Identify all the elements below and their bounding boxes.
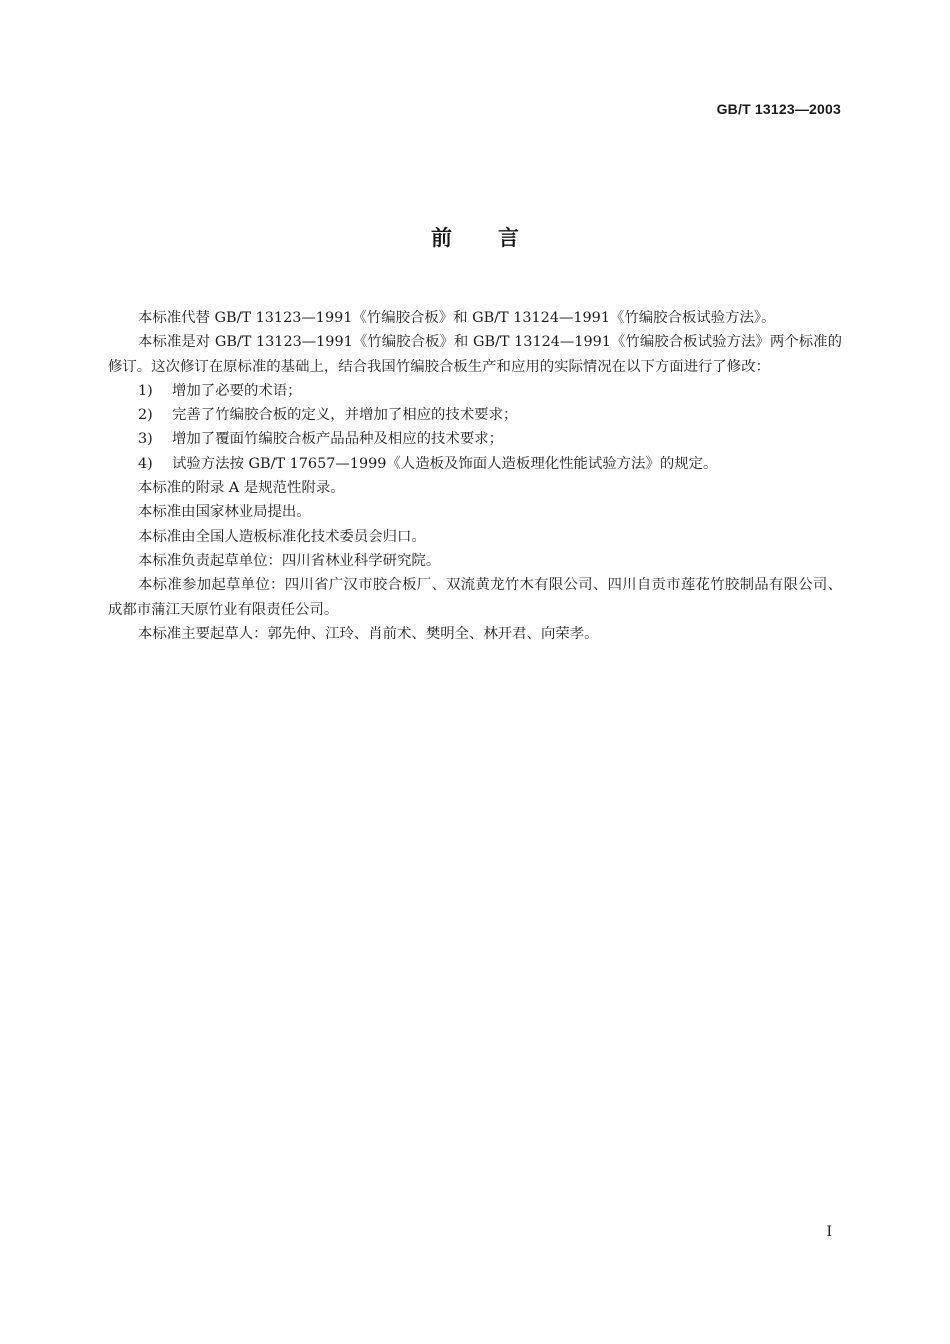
list-item-number: 3) xyxy=(138,431,153,448)
paragraph-proposer: 本标准由国家林业局提出。 xyxy=(138,504,311,521)
paragraph-participating-drafters: 本标准参加起草单位：四川省广汉市胶合板厂、双流黄龙竹木有限公司、四川自贡市莲花竹胶制品有限公司、成都市蒲江天原竹业有限责任公司。 xyxy=(108,577,842,618)
page-title: 前言 xyxy=(431,226,565,250)
list-item-number: 4) xyxy=(138,455,153,472)
list-item-text: 增加了必要的术语； xyxy=(172,382,302,399)
paragraph-revision: 本标准是对 GB/T 13123—1991《竹编胶合板》和 GB/T 13124—1991《竹编胶合板试验方法》两个标准的修订。这次修订在原标准的基础上，结合我国竹编胶合板生产和应用的实际情况在以下方面进行了修改： xyxy=(108,334,842,375)
foreword-body xyxy=(108,306,842,646)
list-item xyxy=(108,379,842,403)
paragraph-main-drafters: 本标准主要起草人：郭先仲、江玲、肖前术、樊明全、林开君、向荣孝。 xyxy=(138,625,599,642)
list-item-text: 完善了竹编胶合板的定义，并增加了相应的技术要求； xyxy=(172,407,518,424)
list-item-text: 试验方法按 GB/T 17657—1999《人造板及饰面人造板理化性能试验方法》的规定。 xyxy=(172,455,718,472)
paragraph-committee: 本标准由全国人造板标准化技术委员会归口。 xyxy=(138,528,426,545)
paragraph-lead-drafter: 本标准负责起草单位：四川省林业科学研究院。 xyxy=(138,552,441,569)
list-item xyxy=(108,452,842,476)
list-item-number: 2) xyxy=(138,407,153,424)
list-item-text: 增加了覆面竹编胶合板产品品种及相应的技术要求； xyxy=(172,431,503,448)
standard-number-header: GB/T 13123—2003 xyxy=(716,101,841,117)
page-number: I xyxy=(826,1224,832,1240)
list-item xyxy=(108,427,842,451)
paragraph-replaces: 本标准代替 GB/T 13123—1991《竹编胶合板》和 GB/T 13124—1991《竹编胶合板试验方法》。 xyxy=(138,310,776,326)
paragraph-appendix: 本标准的附录 A 是规范性附录。 xyxy=(138,480,345,497)
list-item xyxy=(108,403,842,427)
list-item-number: 1) xyxy=(138,382,153,399)
